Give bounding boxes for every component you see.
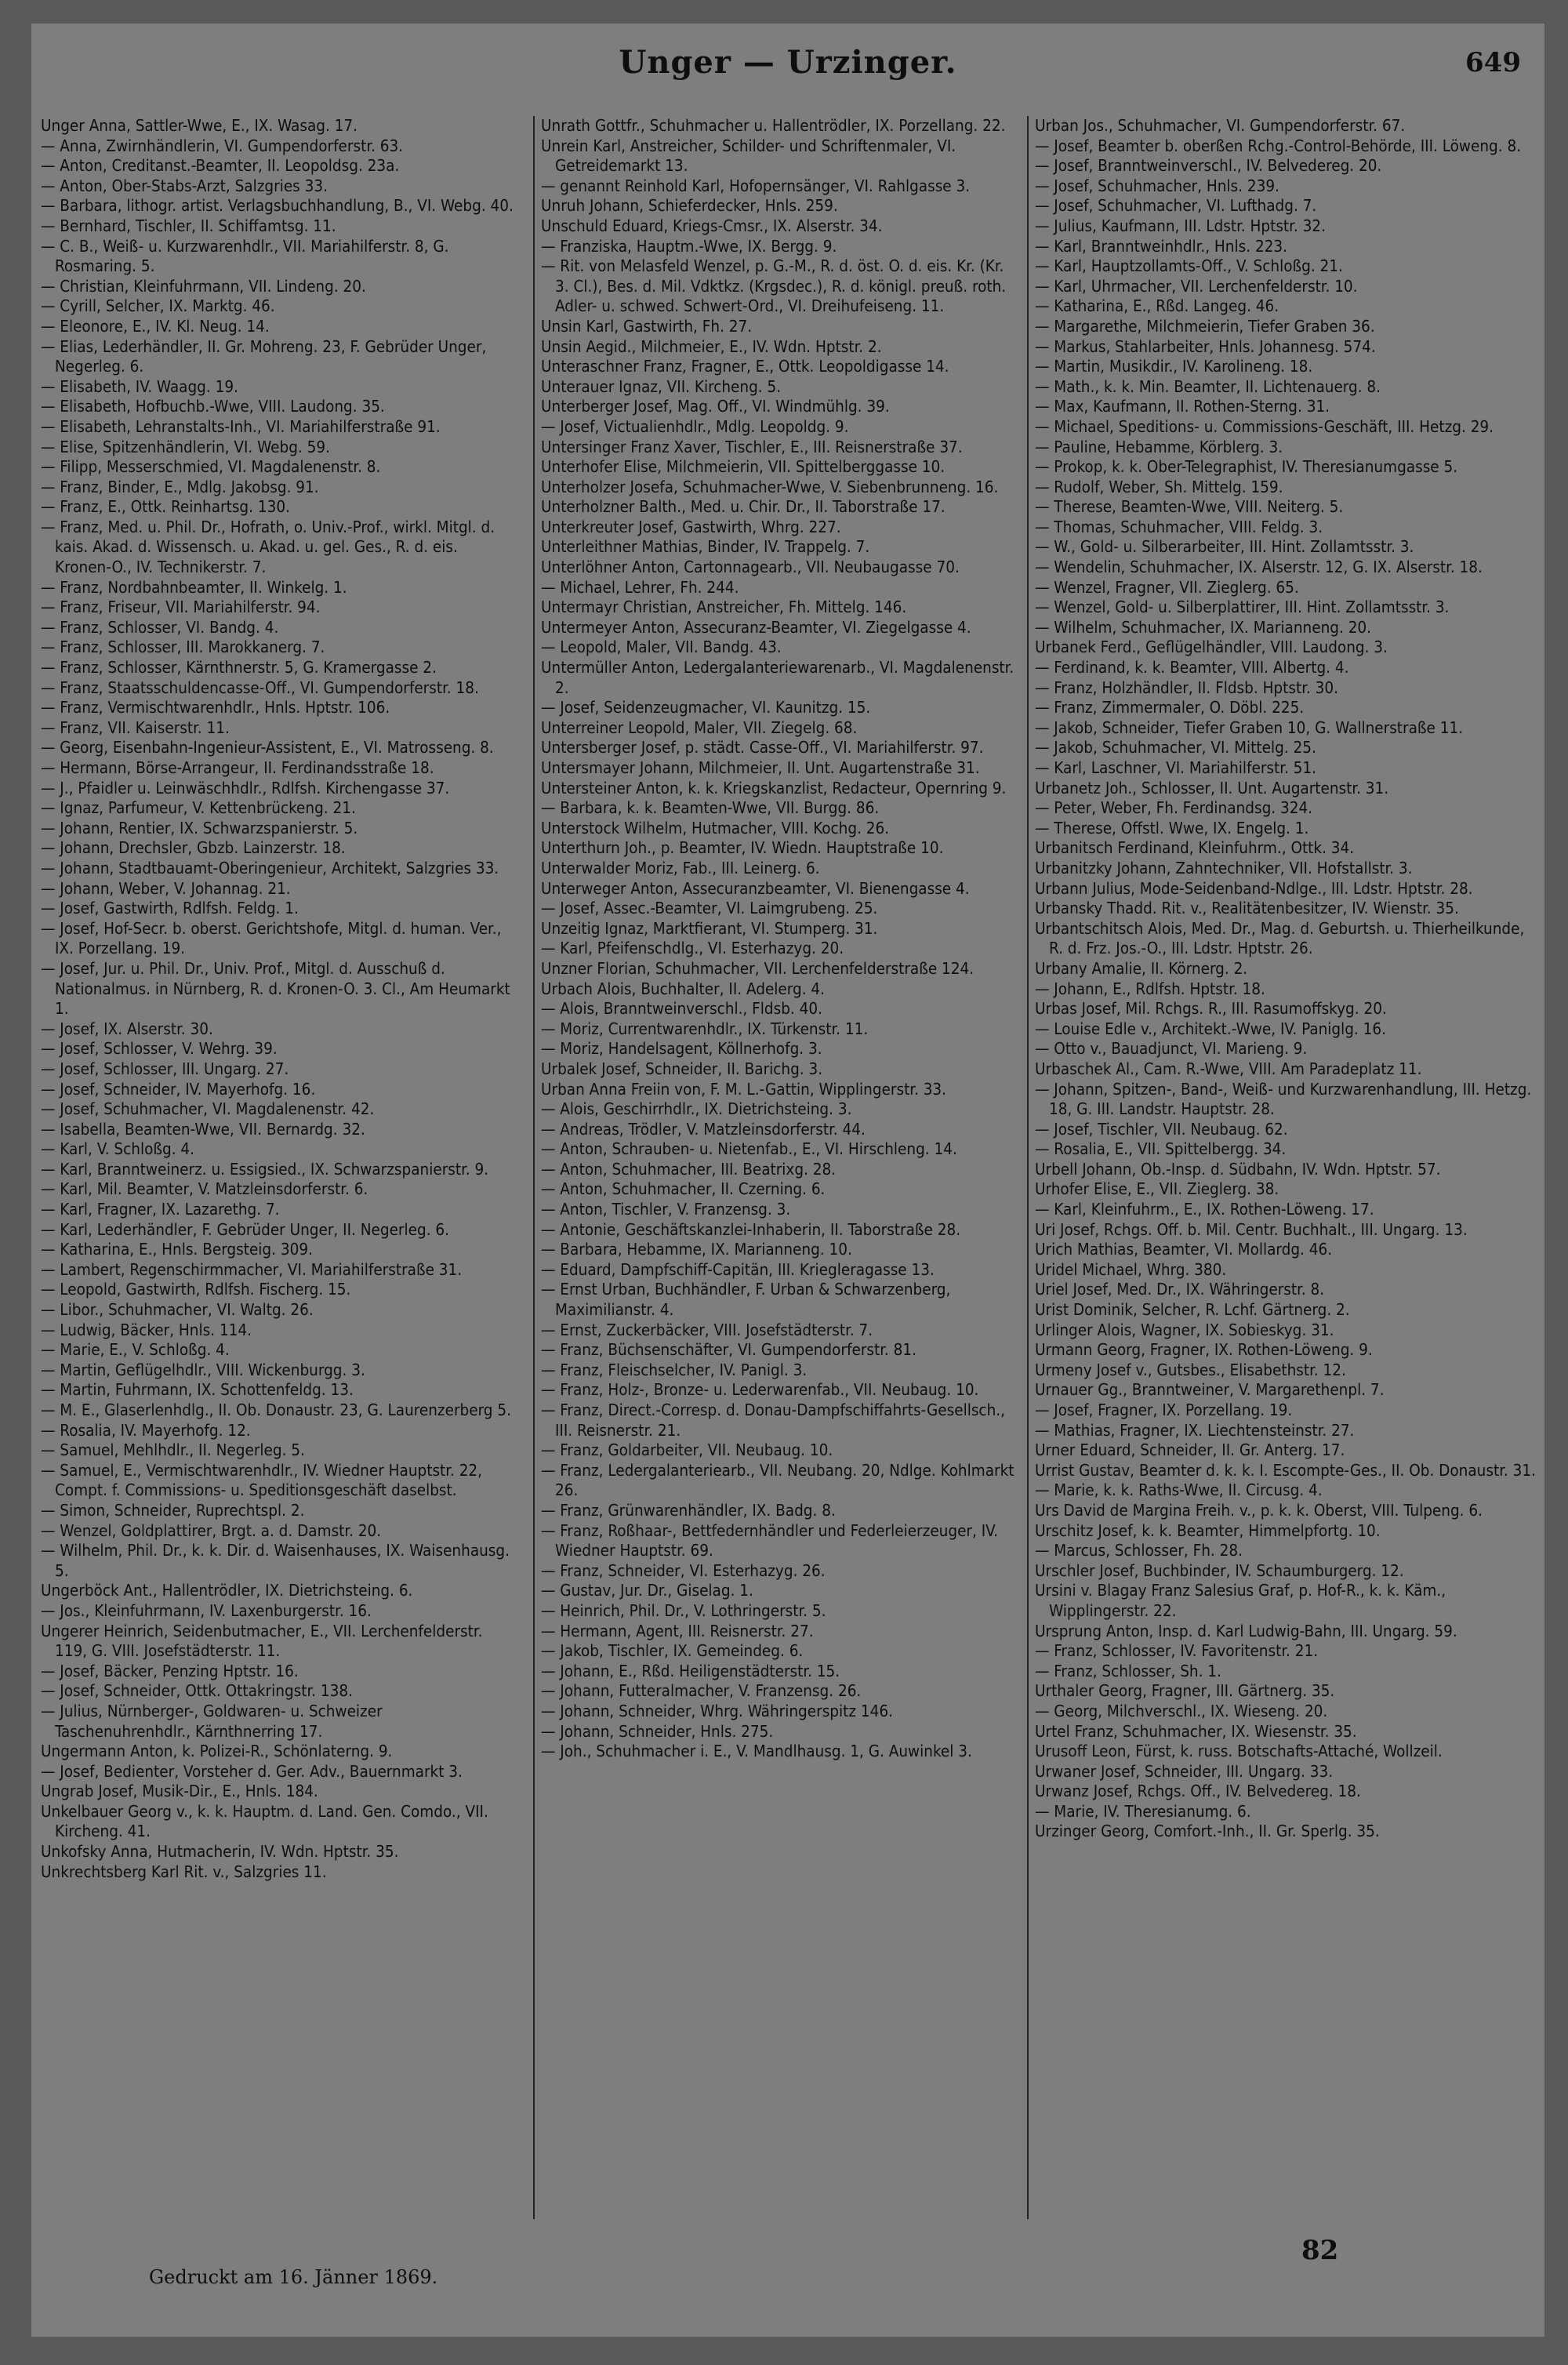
- directory-entry: — Therese, Offstl. Wwe, IX. Engelg. 1.: [1035, 818, 1309, 837]
- directory-entry: — Ernst, Zuckerbäcker, VIII. Josefstädterstr. 7.: [541, 1320, 873, 1339]
- directory-entry: — C. B., Weiß- u. Kurzwarenhdlr., VII. Mariahilferstr. 8, G. Rosmaring. 5.: [41, 236, 449, 276]
- directory-entry: Untermüller Anton, Ledergalanteriewarenarb., VI. Magdalenenstr. 2.: [541, 658, 1014, 697]
- directory-entry: Unteraschner Franz, Fragner, E., Ottk. Leopoldigasse 14.: [541, 357, 949, 376]
- directory-entry: Urzinger Georg, Comfort.-Inh., II. Gr. Sperlg. 35.: [1035, 1822, 1380, 1841]
- directory-entry: Ungerer Heinrich, Seidenbutmacher, E., VII. Lerchenfelderstr. 119, G. VIII. Josefstädterstr. 11.: [41, 1621, 483, 1661]
- directory-entry: — Thomas, Schuhmacher, VIII. Feldg. 3.: [1035, 517, 1323, 536]
- directory-entry: — Josef, Schuhmacher, VI. Magdalenenstr. 42.: [41, 1099, 375, 1119]
- directory-entry: — Franz, Schlosser, IV. Favoritenstr. 21.: [1035, 1641, 1319, 1661]
- column-2: [533, 116, 1019, 2219]
- directory-entry: — Elisabeth, IV. Waagg. 19.: [41, 376, 238, 396]
- directory-entry: — Elias, Lederhändler, II. Gr. Mohreng. 23, F. Gebrüder Unger, Negerleg. 6.: [41, 336, 487, 376]
- directory-entry: Urbann Julius, Mode-Seidenband-Ndlge., III. Ldstr. Hptstr. 28.: [1035, 878, 1473, 898]
- directory-entry: Urbell Johann, Ob.-Insp. d. Südbahn, IV. Wdn. Hptstr. 57.: [1035, 1159, 1441, 1179]
- directory-entry: — Franz, Ledergalanteriearb., VII. Neubang. 20, Ndlge. Kohlmarkt 26.: [541, 1460, 1014, 1500]
- directory-entry: — Michael, Speditions- u. Commissions-Geschäft, III. Hetzg. 29.: [1035, 416, 1494, 436]
- directory-entry: — Josef, Seidenzeugmacher, VI. Kaunitzg. 15.: [541, 698, 871, 717]
- directory-entry: Unterwalder Moriz, Fab., III. Leinerg. 6.: [541, 858, 820, 877]
- directory-entry: — Franz, Holzhändler, II. Fldsb. Hptstr. 30.: [1035, 678, 1338, 697]
- directory-entry: Unsin Karl, Gastwirth, Fh. 27.: [541, 316, 753, 336]
- directory-entry: — Marie, E., V. Schloßg. 4.: [41, 1340, 230, 1360]
- directory-entry: — Anton, Tischler, V. Franzensg. 3.: [541, 1200, 791, 1219]
- directory-entry: — Marie, IV. Theresianumg. 6.: [1035, 1801, 1251, 1821]
- directory-entry: Urban Jos., Schuhmacher, VI. Gumpendorferstr. 67.: [1035, 116, 1406, 135]
- directory-entry: — Franz, Staatsschuldencasse-Off., VI. Gumpendorferstr. 18.: [41, 678, 479, 697]
- directory-entry: — Franz, Schlosser, Sh. 1.: [1035, 1661, 1221, 1680]
- directory-entry: — Franz, Goldarbeiter, VII. Neubaug. 10.: [541, 1440, 833, 1460]
- directory-entry: Unger Anna, Sattler-Wwe, E., IX. Wasag. 17.: [41, 116, 358, 135]
- print-date: Gedruckt am 16. Jänner 1869.: [149, 2266, 438, 2288]
- directory-entry: — Markus, Stahlarbeiter, Hnls. Johannesg. 574.: [1035, 336, 1376, 356]
- directory-entry: — Josef, Schlosser, V. Wehrg. 39.: [41, 1039, 278, 1059]
- directory-entry: — Isabella, Beamten-Wwe, VII. Bernardg. 32.: [41, 1119, 365, 1139]
- directory-entry: Urnauer Gg., Branntweiner, V. Margarethenpl. 7.: [1035, 1380, 1385, 1400]
- directory-entry: — Josef, Schuhmacher, Hnls. 239.: [1035, 176, 1279, 195]
- directory-entry: Uridel Michael, Whrg. 380.: [1035, 1259, 1227, 1279]
- directory-entry: — Rit. von Melasfeld Wenzel, p. G.-M., R. d. öst. O. d. eis. Kr. (Kr. 3. Cl.), Bes. d. Mil. Vdktkz. (Krgsdec.), R. d. königl. preuß. roth. Adler- u. schwed. Schwert-Ord., VI. Dreihufeiseng. 11.: [541, 256, 1007, 316]
- directory-entry: Unterholzer Josefa, Schuhmacher-Wwe, V. Siebenbrunneng. 16.: [541, 477, 999, 496]
- directory-entry: Unterholzner Balth., Med. u. Chir. Dr., II. Taborstraße 17.: [541, 497, 946, 517]
- directory-entry: — W., Gold- u. Silberarbeiter, III. Hint. Zollamtsstr. 3.: [1035, 537, 1414, 557]
- directory-entry: — Karl, V. Schloßg. 4.: [41, 1139, 195, 1159]
- directory-entry: — Bernhard, Tischler, II. Schiffamtsg. 11.: [41, 216, 336, 235]
- directory-entry: — Joh., Schuhmacher i. E., V. Mandlhausg. 1, G. Auwinkel 3.: [541, 1742, 972, 1761]
- directory-entry: — Josef, Jur. u. Phil. Dr., Univ. Prof., Mitgl. d. Ausschuß d. Nationalmus. in Nürnberg, R. d. Kronen-O. 3. Cl., Am Heumarkt 1.: [41, 958, 510, 1019]
- directory-entry: — Ferdinand, k. k. Beamter, VIII. Albertg. 4.: [1035, 658, 1349, 678]
- directory-entry: — Eduard, Dampfschiff-Capitän, III. Kriegleragasse 13.: [541, 1259, 935, 1279]
- directory-entry: Urner Eduard, Schneider, II. Gr. Anterg. 17.: [1035, 1440, 1345, 1460]
- directory-entry: — Franziska, Hauptm.-Wwe, IX. Bergg. 9.: [541, 236, 837, 256]
- directory-entry: — Michael, Lehrer, Fh. 244.: [541, 577, 739, 597]
- directory-entry: — Josef, Fragner, IX. Porzellang. 19.: [1035, 1400, 1293, 1419]
- directory-entry: — Elise, Spitzenhändlerin, VI. Webg. 59.: [41, 437, 330, 456]
- directory-entry: — Karl, Branntweinerz. u. Essigsied., IX. Schwarzspanierstr. 9.: [41, 1159, 489, 1179]
- directory-entry: — Max, Kaufmann, II. Rothen-Sterng. 31.: [1035, 397, 1330, 416]
- directory-entry: — Lambert, Regenschirmmacher, VI. Mariahilferstraße 31.: [41, 1259, 463, 1279]
- directory-entry: Unterreiner Leopold, Maler, VII. Ziegelg. 68.: [541, 717, 858, 737]
- directory-entry: — Pauline, Hebamme, Körblerg. 3.: [1035, 437, 1283, 456]
- directory-entry: — Johann, Stadtbauamt-Oberingenieur, Architekt, Salzgries 33.: [41, 858, 499, 877]
- directory-entry: — Josef, IX. Alserstr. 30.: [41, 1019, 213, 1038]
- directory-entry: — Samuel, E., Vermischtwarenhdlr., IV. Wiedner Hauptstr. 22, Compt. f. Commissions- u. Speditionsgeschäft daselbst.: [41, 1460, 483, 1500]
- directory-entry: — Moriz, Currentwarenhdlr., IX. Türkenstr. 11.: [541, 1019, 869, 1038]
- directory-entry: Urtel Franz, Schuhmacher, IX. Wiesenstr. 35.: [1035, 1721, 1357, 1741]
- directory-entry: Unterauer Ignaz, VII. Kircheng. 5.: [541, 376, 782, 396]
- directory-entry: — Johann, E., Rßd. Heiligenstädterstr. 15.: [541, 1661, 840, 1680]
- directory-entry: — Johann, Spitzen-, Band-, Weiß- und Kurzwarenhandlung, III. Hetzg. 18, G. III. Landstr. Hauptstr. 28.: [1035, 1079, 1532, 1119]
- directory-entry: — Rosalia, IV. Mayerhofg. 12.: [41, 1420, 251, 1440]
- directory-entry: Unschuld Eduard, Kriegs-Cmsr., IX. Alserstr. 34.: [541, 216, 883, 235]
- directory-entry: — Mathias, Fragner, IX. Liechtensteinstr. 27.: [1035, 1420, 1355, 1440]
- directory-entry: — Johann, Schneider, Whrg. Währingerspitz 146.: [541, 1701, 893, 1720]
- directory-entry: — Anton, Schrauben- u. Nietenfab., E., VI. Hirschleng. 14.: [541, 1139, 957, 1159]
- directory-entry: — Therese, Beamten-Wwe, VIII. Neiterg. 5.: [1035, 497, 1344, 517]
- directory-entry: — Christian, Kleinfuhrmann, VII. Lindeng. 20.: [41, 276, 366, 296]
- directory-entry: Uriel Josef, Med. Dr., IX. Währingerstr. 8.: [1035, 1280, 1325, 1299]
- directory-entry: Ursini v. Blagay Franz Salesius Graf, p. Hof-R., k. k. Käm., Wipplingerstr. 22.: [1035, 1581, 1446, 1620]
- directory-entry: — Georg, Eisenbahn-Ingenieur-Assistent, E., VI. Matrosseng. 8.: [41, 738, 494, 757]
- column-3: [1027, 116, 1537, 2219]
- directory-entry: — Anton, Schuhmacher, III. Beatrixg. 28.: [541, 1159, 837, 1179]
- directory-entry: — Marcus, Schlosser, Fh. 28.: [1035, 1541, 1243, 1560]
- directory-entry: — Anton, Schuhmacher, II. Czerning. 6.: [541, 1179, 826, 1199]
- directory-entry: Unkrechtsberg Karl Rit. v., Salzgries 11.: [41, 1862, 327, 1881]
- directory-entry: — Karl, Branntweinhdlr., Hnls. 223.: [1035, 236, 1287, 256]
- directory-entry: Uri Josef, Rchgs. Off. b. Mil. Centr. Buchhalt., III. Ungarg. 13.: [1035, 1219, 1468, 1239]
- directory-entry: Urbas Josef, Mil. Rchgs. R., III. Rasumoffskyg. 20.: [1035, 999, 1387, 1019]
- directory-entry: — genannt Reinhold Karl, Hofopernsänger, VI. Rahlgasse 3.: [541, 176, 971, 195]
- directory-entry: — Franz, Fleischselcher, IV. Panigl. 3.: [541, 1360, 808, 1379]
- directory-entry: Ungermann Anton, k. Polizei-R., Schönlaterng. 9.: [41, 1742, 393, 1761]
- directory-entry: Unzeitig Ignaz, Marktfierant, VI. Stumperg. 31.: [541, 918, 878, 938]
- directory-entry: — Ernst Urban, Buchhändler, F. Urban & Schwarzenberg, Maximilianstr. 4.: [541, 1280, 951, 1320]
- directory-entry: — Josef, Schlosser, III. Ungarg. 27.: [41, 1059, 289, 1078]
- directory-entry: Untermayr Christian, Anstreicher, Fh. Mittelg. 146.: [541, 598, 907, 617]
- directory-entry: Ungrab Josef, Musik-Dir., E., Hnls. 184.: [41, 1782, 318, 1801]
- directory-entry: — Josef, Schneider, IV. Mayerhofg. 16.: [41, 1079, 316, 1099]
- directory-entry: — Leopold, Maler, VII. Bandg. 43.: [541, 638, 782, 657]
- directory-entry: Unterhofer Elise, Milchmeierin, VII. Spittelberggasse 10.: [541, 457, 946, 477]
- directory-entry: — Karl, Laschner, VI. Mariahilferstr. 51.: [1035, 758, 1316, 777]
- directory-entry: — Franz, Med. u. Phil. Dr., Hofrath, o. Univ.-Prof., wirkl. Mitgl. d. kais. Akad. d. Wissensch. u. Akad. u. gel. Ges., R. d. eis. Kronen-O., IV. Technikerstr. 7.: [41, 517, 495, 577]
- directory-entry: — Katharina, E., Hnls. Bergsteig. 309.: [41, 1240, 313, 1259]
- directory-entry: Urbalek Josef, Schneider, II. Barichg. 3.: [541, 1059, 823, 1078]
- directory-entry: — Filipp, Messerschmied, VI. Magdalenenstr. 8.: [41, 457, 381, 477]
- directory-entry: — Ignaz, Parfumeur, V. Kettenbrückeng. 21.: [41, 798, 356, 818]
- directory-entry: Unterthurn Joh., p. Beamter, IV. Wiedn. Hauptstraße 10.: [541, 838, 944, 858]
- directory-entry: — Elisabeth, Lehranstalts-Inh., VI. Mariahilferstraße 91.: [41, 416, 441, 436]
- directory-entry: Urbanitzky Johann, Zahntechniker, VII. Hofstallstr. 3.: [1035, 858, 1413, 877]
- directory-entry: — Johann, E., Rdlfsh. Hptstr. 18.: [1035, 979, 1265, 998]
- directory-entry: — Anton, Creditanst.-Beamter, II. Leopoldsg. 23a.: [41, 156, 400, 176]
- directory-entry: Urbach Alois, Buchhalter, II. Adelerg. 4.: [541, 979, 826, 998]
- directory-entry: — Josef, Tischler, VII. Neubaug. 62.: [1035, 1119, 1288, 1139]
- directory-entry: Ursprung Anton, Insp. d. Karl Ludwig-Bahn, III. Ungarg. 59.: [1035, 1621, 1457, 1640]
- column-1: [41, 116, 519, 2219]
- directory-entry: — Hermann, Agent, III. Reisnerstr. 27.: [541, 1621, 814, 1640]
- directory-entry: — Heinrich, Phil. Dr., V. Lothringerstr. 5.: [541, 1600, 826, 1620]
- directory-entry: — Franz, Nordbahnbeamter, II. Winkelg. 1.: [41, 577, 347, 597]
- directory-entry: — Peter, Weber, Fh. Ferdinandsg. 324.: [1035, 798, 1313, 818]
- directory-entry: — Hermann, Börse-Arrangeur, II. Ferdinandsstraße 18.: [41, 758, 434, 777]
- directory-entry: Urwanz Josef, Rchgs. Off., IV. Belvedereg. 18.: [1035, 1782, 1361, 1801]
- directory-entry: — Franz, Roßhaar-, Bettfedernhändler und Federleierzeuger, IV. Wiedner Hauptstr. 69.: [541, 1520, 998, 1560]
- directory-entry: — Josef, Beamter b. oberßen Rchg.-Control-Behörde, III. Löweng. 8.: [1035, 136, 1522, 155]
- directory-entry: — Karl, Uhrmacher, VII. Lerchenfelderstr. 10.: [1035, 276, 1358, 296]
- directory-entry: Urist Dominik, Selcher, R. Lchf. Gärtnerg. 2.: [1035, 1300, 1350, 1320]
- directory-entry: Urbanetz Joh., Schlosser, II. Unt. Augartenstr. 31.: [1035, 778, 1389, 797]
- directory-entry: — Wenzel, Goldplattirer, Brgt. a. d. Damstr. 20.: [41, 1520, 382, 1540]
- directory-entry: — Elisabeth, Hofbuchb.-Wwe, VIII. Laudong. 35.: [41, 397, 385, 416]
- directory-entry: — Martin, Fuhrmann, IX. Schottenfeldg. 13.: [41, 1380, 354, 1400]
- directory-entry: Urs David de Margina Freih. v., p. k. k. Oberst, VIII. Tulpeng. 6.: [1035, 1500, 1483, 1520]
- directory-entry: — Eleonore, E., IV. Kl. Neug. 14.: [41, 316, 270, 336]
- directory-entry: — Andreas, Trödler, V. Matzleinsdorferstr. 44.: [541, 1119, 866, 1139]
- directory-entry: — Barbara, k. k. Beamten-Wwe, VII. Burgg. 86.: [541, 798, 880, 818]
- directory-entry: — Franz, Schlosser, III. Marokkanerg. 7.: [41, 638, 325, 657]
- directory-entry: Urrist Gustav, Beamter d. k. k. I. Escompte-Ges., II. Ob. Donaustr. 31.: [1035, 1460, 1536, 1480]
- directory-entry: Unkelbauer Georg v., k. k. Hauptm. d. Land. Gen. Comdo., VII. Kircheng. 41.: [41, 1801, 488, 1841]
- directory-entry: — Franz, Vermischtwarenhdlr., Hnls. Hptstr. 106.: [41, 698, 390, 717]
- directory-entry: Urbaschek Al., Cam. R.-Wwe, VIII. Am Paradeplatz 11.: [1035, 1059, 1422, 1078]
- directory-entry: Unterlöhner Anton, Cartonnagearb., VII. Neubaugasse 70.: [541, 558, 960, 577]
- directory-entry: Unsin Aegid., Milchmeier, E., IV. Wdn. Hptstr. 2.: [541, 336, 882, 356]
- directory-entry: — Josef, Victualienhdlr., Mdlg. Leopoldg. 9.: [541, 416, 849, 436]
- directory-entry: — Franz, Schlosser, VI. Bandg. 4.: [41, 617, 279, 637]
- directory-entry: — Johann, Weber, V. Johannag. 21.: [41, 878, 291, 898]
- directory-entry: Urusoff Leon, Fürst, k. russ. Botschafts-Attaché, Wollzeil.: [1035, 1742, 1443, 1761]
- directory-entry: — Wilhelm, Phil. Dr., k. k. Dir. d. Waisenhauses, IX. Waisenhausg. 5.: [41, 1541, 510, 1580]
- page-header: [31, 38, 1544, 93]
- directory-entry: Untersinger Franz Xaver, Tischler, E., III. Reisnerstraße 37.: [541, 437, 963, 456]
- directory-entry: — M. E., Glaserlenhdlg., II. Ob. Donaustr. 23, G. Laurenzerberg 5.: [41, 1400, 511, 1419]
- directory-entry: — Franz, Büchsenschäfter, VI. Gumpendorferstr. 81.: [541, 1340, 916, 1360]
- page-number: 649: [1465, 47, 1521, 78]
- directory-entry: — Franz, E., Ottk. Reinhartsg. 130.: [41, 497, 290, 517]
- directory-entry: — Franz, Direct.-Corresp. d. Donau-Dampfschiffahrts-Gesellsch., III. Reisnerstr. 21.: [541, 1400, 1005, 1440]
- directory-entry: — Karl, Mil. Beamter, V. Matzleinsdorferstr. 6.: [41, 1179, 368, 1199]
- directory-page: [31, 24, 1544, 2337]
- directory-entry: Urbanitsch Ferdinand, Kleinfuhrm., Ottk. 34.: [1035, 838, 1355, 858]
- directory-entry: — Leopold, Gastwirth, Rdlfsh. Fischerg. 15.: [41, 1280, 351, 1299]
- directory-entry: — Franz, Schlosser, Kärnthnerstr. 5, G. Kramergasse 2.: [41, 658, 437, 678]
- directory-entry: Unterstock Wilhelm, Hutmacher, VIII. Kochg. 26.: [541, 818, 890, 837]
- directory-entry: — Ludwig, Bäcker, Hnls. 114.: [41, 1320, 252, 1339]
- directory-entry: — Karl, Fragner, IX. Lazarethg. 7.: [41, 1200, 280, 1219]
- directory-entry: — Karl, Pfeifenschdlg., VI. Esterhazyg. 20.: [541, 939, 844, 958]
- directory-entry: — Marie, k. k. Raths-Wwe, II. Circusg. 4.: [1035, 1480, 1323, 1500]
- directory-entry: — Jakob, Schuhmacher, VI. Mittelg. 25.: [1035, 738, 1316, 757]
- directory-entry: — Josef, Branntweinverschl., IV. Belvedereg. 20.: [1035, 156, 1382, 176]
- directory-entry: — Franz, Friseur, VII. Mariahilferstr. 94.: [41, 598, 321, 617]
- directory-entry: — Franz, VII. Kaiserstr. 11.: [41, 717, 230, 737]
- directory-entry: — Martin, Geflügelhdlr., VIII. Wickenburgg. 3.: [41, 1360, 365, 1379]
- directory-entry: — Franz, Schneider, VI. Esterhazyg. 26.: [541, 1560, 826, 1580]
- directory-entry: Unterkreuter Josef, Gastwirth, Whrg. 227.: [541, 517, 841, 536]
- directory-entry: — Franz, Grünwarenhändler, IX. Badg. 8.: [541, 1500, 836, 1520]
- directory-entry: — Louise Edle v., Architekt.-Wwe, IV. Paniglg. 16.: [1035, 1019, 1386, 1038]
- directory-entry: Urschler Josef, Buchbinder, IV. Schaumburgerg. 12.: [1035, 1560, 1404, 1580]
- directory-entry: — Martin, Musikdir., IV. Karolineng. 18.: [1035, 357, 1313, 376]
- directory-entry: Untersteiner Anton, k. k. Kriegskanzlist, Redacteur, Opernring 9.: [541, 778, 1007, 797]
- directory-entry: — Franz, Binder, E., Mdlg. Jakobsg. 91.: [41, 477, 319, 496]
- directory-entry: Unrein Karl, Anstreicher, Schilder- und Schriftenmaler, VI. Getreidemarkt 13.: [541, 136, 956, 176]
- directory-entry: — Karl, Lederhändler, F. Gebrüder Unger, II. Negerleg. 6.: [41, 1219, 449, 1239]
- directory-entry: Untersberger Josef, p. städt. Casse-Off., VI. Mariahilferstr. 97.: [541, 738, 984, 757]
- directory-entry: — Rosalia, E., VII. Spittelbergg. 34.: [1035, 1139, 1287, 1159]
- directory-entry: — Wilhelm, Schuhmacher, IX. Marianneng. 20.: [1035, 617, 1372, 637]
- directory-entry: — Georg, Milchverschl., IX. Wieseng. 20.: [1035, 1701, 1328, 1720]
- directory-entry: — Gustav, Jur. Dr., Giselag. 1.: [541, 1581, 753, 1600]
- directory-entry: Untermeyer Anton, Assecuranz-Beamter, VI. Ziegelgasse 4.: [541, 617, 971, 637]
- directory-entry: Urthaler Georg, Fragner, III. Gärtnerg. 35.: [1035, 1681, 1335, 1701]
- directory-entry: — Josef, Assec.-Beamter, VI. Laimgrubeng. 25.: [541, 899, 878, 918]
- directory-entry: — Johann, Futteralmacher, V. Franzensg. 26.: [541, 1681, 862, 1701]
- directory-entry: — Otto v., Bauadjunct, VI. Marieng. 9.: [1035, 1039, 1308, 1059]
- directory-entry: — Josef, Bedienter, Vorsteher d. Ger. Adv., Bauernmarkt 3.: [41, 1761, 463, 1781]
- directory-entry: — Franz, Zimmermaler, O. Döbl. 225.: [1035, 698, 1305, 717]
- directory-entry: — Rudolf, Weber, Sh. Mittelg. 159.: [1035, 477, 1283, 496]
- directory-entry: — Alois, Geschirrhdlr., IX. Dietrichsteing. 3.: [541, 1099, 852, 1119]
- directory-entry: — Simon, Schneider, Ruprechtspl. 2.: [41, 1500, 305, 1520]
- running-head: Unger — Urzinger.: [619, 44, 957, 81]
- directory-entry: — Anna, Zwirnhändlerin, VI. Gumpendorferstr. 63.: [41, 136, 404, 155]
- directory-entry: Urschitz Josef, k. k. Beamter, Himmelpfortg. 10.: [1035, 1520, 1381, 1540]
- directory-entry: — Josef, Schuhmacher, VI. Lufthadg. 7.: [1035, 196, 1317, 216]
- directory-entry: — Franz, Holz-, Bronze- u. Lederwarenfab., VII. Neubaug. 10.: [541, 1380, 979, 1400]
- directory-entry: Urwaner Josef, Schneider, III. Ungarg. 33.: [1035, 1761, 1334, 1781]
- directory-entry: — Josef, Gastwirth, Rdlfsh. Feldg. 1.: [41, 899, 299, 918]
- directory-entry: — Katharina, E., Rßd. Langeg. 46.: [1035, 296, 1279, 316]
- directory-entry: — Jos., Kleinfuhrmann, IV. Laxenburgerstr. 16.: [41, 1600, 372, 1620]
- directory-entry: — Johann, Schneider, Hnls. 275.: [541, 1721, 774, 1741]
- directory-entry: — Prokop, k. k. Ober-Telegraphist, IV. Theresianumgasse 5.: [1035, 457, 1458, 477]
- directory-entry: Unterweger Anton, Assecuranzbeamter, VI. Bienengasse 4.: [541, 878, 970, 898]
- directory-entry: — Karl, Kleinfuhrm., E., IX. Rothen-Löweng. 17.: [1035, 1200, 1374, 1219]
- directory-entry: Urbanek Ferd., Geflügelhändler, VIII. Laudong. 3.: [1035, 638, 1388, 657]
- directory-entry: — Wenzel, Fragner, VII. Zieglerg. 65.: [1035, 577, 1299, 597]
- directory-entry: — Math., k. k. Min. Beamter, II. Lichtenauerg. 8.: [1035, 376, 1381, 396]
- directory-entry: — Libor., Schuhmacher, VI. Waltg. 26.: [41, 1300, 314, 1320]
- directory-entry: — Wenzel, Gold- u. Silberplattirer, III. Hint. Zollamtsstr. 3.: [1035, 598, 1450, 617]
- directory-entry: Unkofsky Anna, Hutmacherin, IV. Wdn. Hptstr. 35.: [41, 1842, 399, 1862]
- directory-entry: — Anton, Ober-Stabs-Arzt, Salzgries 33.: [41, 176, 328, 195]
- directory-entry: Urbansky Thadd. Rit. v., Realitätenbesitzer, IV. Wienstr. 35.: [1035, 899, 1459, 918]
- directory-entry: Urlinger Alois, Wagner, IX. Sobieskyg. 31.: [1035, 1320, 1334, 1339]
- sheet-number: 82: [1301, 2235, 1339, 2266]
- directory-entry: — Josef, Hof-Secr. b. oberst. Gerichtshofe, Mitgl. d. human. Ver., IX. Porzellang. 19.: [41, 918, 502, 958]
- directory-entry: Unzner Florian, Schuhmacher, VII. Lerchenfelderstraße 124.: [541, 958, 975, 978]
- directory-entry: — Jakob, Schneider, Tiefer Graben 10, G. Wallnerstraße 11.: [1035, 717, 1464, 737]
- directory-entry: Urich Mathias, Beamter, VI. Mollardg. 46.: [1035, 1240, 1333, 1259]
- directory-entry: — Cyrill, Selcher, IX. Marktg. 46.: [41, 296, 275, 316]
- directory-entry: Untersmayer Johann, Milchmeier, II. Unt. Augartenstraße 31.: [541, 758, 980, 777]
- directory-entry: Unrath Gottfr., Schuhmacher u. Hallentrödler, IX. Porzellang. 22.: [541, 116, 1006, 135]
- directory-entry: — Barbara, lithogr. artist. Verlagsbuchhandlung, B., VI. Webg. 40.: [41, 196, 514, 216]
- directory-entry: Urhofer Elise, E., VII. Zieglerg. 38.: [1035, 1179, 1279, 1199]
- directory-entry: — Wendelin, Schuhmacher, IX. Alserstr. 12, G. IX. Alserstr. 18.: [1035, 558, 1483, 577]
- directory-entry: — Johann, Drechsler, Gbzb. Lainzerstr. 18.: [41, 838, 346, 858]
- directory-entry: — Karl, Hauptzollamts-Off., V. Schloßg. 21.: [1035, 256, 1343, 276]
- directory-entry: Urmeny Josef v., Gutsbes., Elisabethstr. 12.: [1035, 1360, 1346, 1379]
- directory-entry: — Johann, Rentier, IX. Schwarzspanierstr. 5.: [41, 818, 358, 837]
- directory-entry: Unruh Johann, Schieferdecker, Hnls. 259.: [541, 196, 838, 216]
- directory-entry: — Moriz, Handelsagent, Köllnerhofg. 3.: [541, 1039, 822, 1059]
- directory-entry: — Barbara, Hebamme, IX. Marianneng. 10.: [541, 1240, 852, 1259]
- directory-entry: — Samuel, Mehlhdlr., II. Negerleg. 5.: [41, 1440, 305, 1460]
- directory-entry: Ungerböck Ant., Hallentrödler, IX. Dietrichsteing. 6.: [41, 1581, 413, 1600]
- directory-entry: — Alois, Branntweinverschl., Fldsb. 40.: [541, 999, 822, 1019]
- directory-entry: — Josef, Bäcker, Penzing Hptstr. 16.: [41, 1661, 299, 1680]
- directory-entry: — Margarethe, Milchmeierin, Tiefer Graben 36.: [1035, 316, 1375, 336]
- directory-entry: Unterberger Josef, Mag. Off., VI. Windmühlg. 39.: [541, 397, 890, 416]
- directory-entry: Urban Anna Freiin von, F. M. L.-Gattin, Wipplingerstr. 33.: [541, 1079, 947, 1099]
- directory-entry: — J., Pfaidler u. Leinwäschhdlr., Rdlfsh. Kirchengasse 37.: [41, 778, 450, 797]
- directory-entry: — Josef, Schneider, Ottk. Ottakringstr. 138.: [41, 1681, 353, 1701]
- directory-entry: Urbantschitsch Alois, Med. Dr., Mag. d. Geburtsh. u. Thierheilkunde, R. d. Frz. Jos.-O., III. Ldstr. Hptstr. 26.: [1035, 918, 1525, 958]
- directory-entry: — Julius, Kaufmann, III. Ldstr. Hptstr. 32.: [1035, 216, 1326, 235]
- directory-entry: Unterleithner Mathias, Binder, IV. Trappelg. 7.: [541, 537, 870, 557]
- directory-entry: — Julius, Nürnberger-, Goldwaren- u. Schweizer Taschenuhrenhdlr., Kärnthnerring 17.: [41, 1701, 383, 1741]
- directory-entry: — Antonie, Geschäftskanzlei-Inhaberin, II. Taborstraße 28.: [541, 1219, 961, 1239]
- directory-entry: — Jakob, Tischler, IX. Gemeindeg. 6.: [541, 1641, 804, 1661]
- directory-entry: Urmann Georg, Fragner, IX. Rothen-Löweng. 9.: [1035, 1340, 1373, 1360]
- directory-entry: Urbany Amalie, II. Körnerg. 2.: [1035, 958, 1248, 978]
